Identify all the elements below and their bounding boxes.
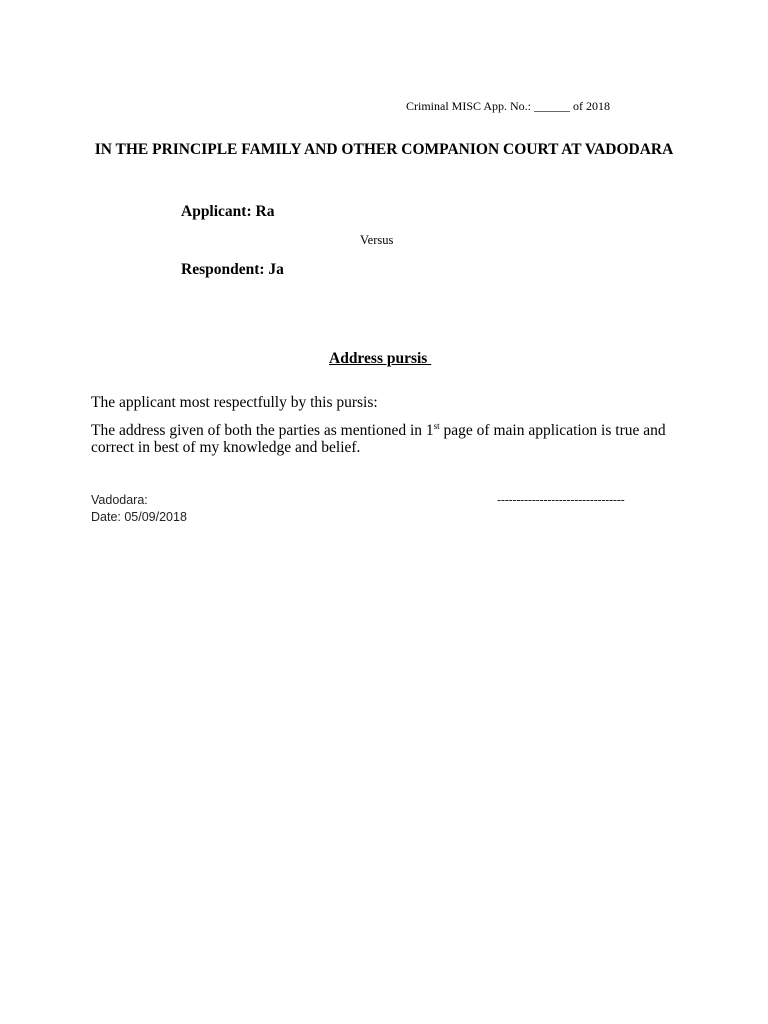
applicant-name: Applicant: Ra bbox=[181, 203, 275, 220]
date-label: Date: 05/09/2018 bbox=[91, 510, 187, 524]
court-title: IN THE PRINCIPLE FAMILY AND OTHER COMPANION COURT AT VADODARA bbox=[94, 141, 674, 158]
body-paragraph bbox=[91, 422, 686, 456]
ordinal-superscript: st bbox=[433, 420, 440, 431]
case-number: Criminal MISC App. No.: ______ of 2018 bbox=[406, 99, 611, 113]
versus-label: Versus bbox=[360, 233, 394, 247]
respondent-name: Respondent: Ja bbox=[181, 261, 284, 278]
body-text-end: page of main application is true and correct in best of my knowledge and belief. bbox=[91, 422, 666, 456]
signature-line: --------------------------------- bbox=[497, 493, 625, 507]
intro-paragraph: The applicant most respectfully by this pursis: bbox=[91, 394, 378, 411]
document-heading: Address pursis bbox=[329, 350, 432, 367]
body-text-start: The address given of both the parties as mentioned in 1 bbox=[91, 422, 434, 439]
place-label: Vadodara: bbox=[91, 493, 148, 507]
